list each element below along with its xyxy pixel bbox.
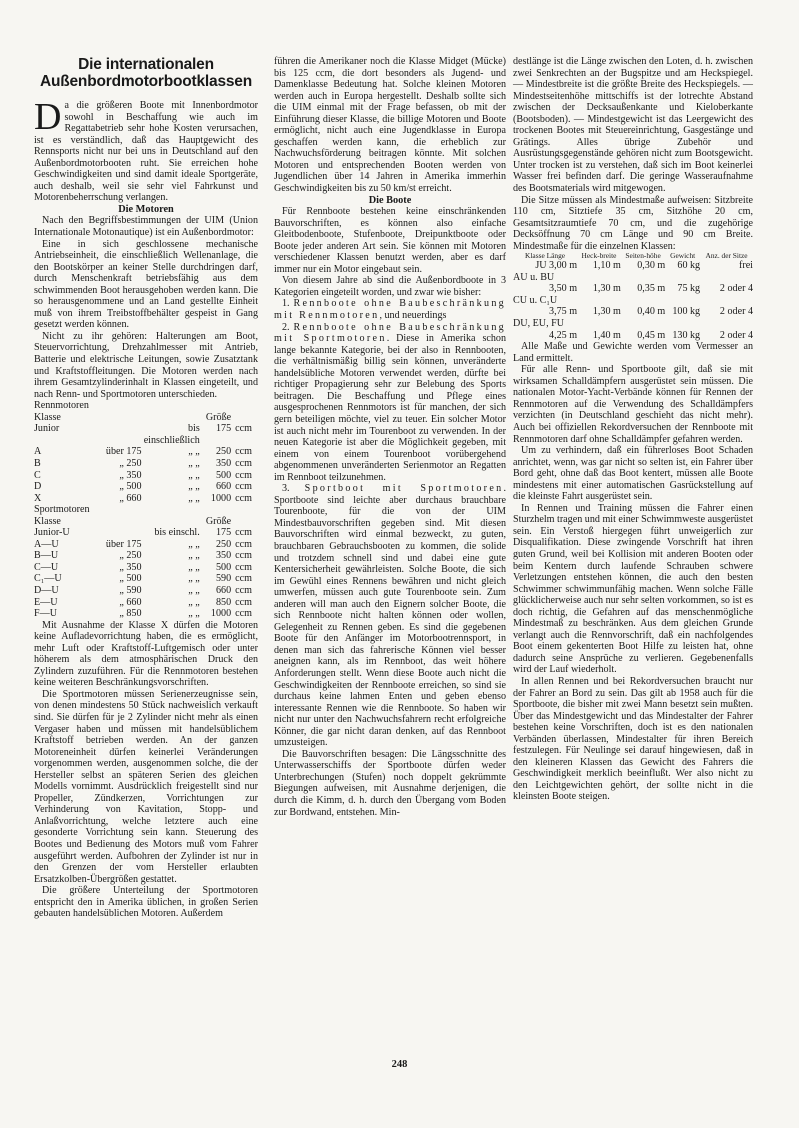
table-cell: „ 590 <box>119 584 142 596</box>
rennmotoren-heading: Rennmotoren <box>34 400 89 412</box>
table-cell: ccm <box>235 550 252 562</box>
paragraph: In allen Rennen und bei Rekordversuchen braucht nur der Fahrer an Bord zu sein. Das gilt ab 1958 auch für die Sportboote, die bisher mit zwei Mann besetzt sein mußten. Über das Mindestgewicht und das Mindestalter der Fahrer bestehen keine Vorschriften, doch ist es den nationalen Verbänden überlassen, Mindestalter für ihren Bereich festzulegen. Für Neulinge sei darauf hingewiesen, daß in den kleineren Klassen das Gewicht des Fahrers die Geschwindigkeit merklich beeinflußt. Wer also nicht zu den Leichtgewichten gehört, der sollte nicht in die kleinsten Boote steigen. <box>513 675 753 803</box>
table-cell: Klasse <box>34 411 61 423</box>
paragraph: führen die Amerikaner noch die Klasse Midget (Mücke) bis 125 ccm, die dort besonders als Jugend- und Damenklasse Bedeutung hat. Solche kleinen Motoren werden auch in Europa hergestellt. Deshalb sollte sich die UIM einmal mit der Frage befassen, ob mit der Einführung dieser Klasse, die billige Motoren und Boote ermöglicht, nicht auch eine Jugendklasse in Europa geschaffen werden kann, die erheblich zur Nachwuchsförderung beitragen könnte. Mit solchen Motoren und entsprechenden Booten werden von Jugendlichen über 14 Jahren in Amerika immerhin Geschwindigkeiten bis zu 50 km/st erreicht. <box>274 56 506 195</box>
table-cell: C <box>34 469 41 481</box>
sportmotoren-heading: Sportmotoren <box>34 504 90 516</box>
table-row <box>34 493 258 505</box>
table-row <box>513 283 753 295</box>
table-cell: ccm <box>235 596 252 608</box>
table-cell <box>231 412 258 424</box>
table-cell <box>97 516 142 528</box>
column-2 <box>274 56 506 818</box>
table-cell: ccm <box>235 492 252 504</box>
table-cell <box>142 412 200 424</box>
table-cell <box>97 412 142 424</box>
column-1 <box>34 56 258 920</box>
paragraph: Für alle Renn- und Sportboote gilt, daß sie mit wirksamen Schalldämpfern ausgerüstet sein müssen. Die nationalen Motor-Yacht-Verbände können für Rennen der Rennmotoren auf die Verwendung des Schalldämpfers verzichten (in Deutschland geschieht das nicht mehr). Auch bei offiziellen Rekordversuchen der Rennboote mit Rennmotoren darf ohne Schalldämpfer gefahren werden. <box>513 364 753 445</box>
table-cell: „ „ <box>188 446 200 458</box>
drop-cap: D <box>34 96 62 138</box>
table-cell: ccm <box>235 573 252 585</box>
table-row <box>34 573 258 585</box>
table-cell: 1,30 m <box>592 283 621 295</box>
table-row <box>34 423 258 446</box>
table-cell <box>665 318 700 330</box>
table-cell: 250 <box>215 538 232 550</box>
table-row <box>34 597 258 609</box>
table-cell: AU u. BU <box>513 271 555 283</box>
table-row <box>513 260 753 272</box>
table-cell <box>142 516 200 528</box>
table-cell: 850 <box>215 596 232 608</box>
table-cell: ccm <box>235 423 252 435</box>
table-cell: 175 <box>215 423 232 435</box>
table-cell: CU u. C₁U <box>513 294 558 306</box>
category-item-1: 1. Rennboote ohne Baubeschränkung mit Rennmotoren, und neuerdings <box>274 298 507 322</box>
table-cell: bis einschließlich <box>143 423 200 446</box>
intro-paragraph <box>34 96 258 204</box>
table-cell: 0,30 m <box>637 260 666 272</box>
paragraph: In Rennen und Training müssen die Fahrer einen Sturzhelm tragen und mit einer Schwimmweste ausgerüstet sein. Ein Verstoß hiergegen führt unweigerlich zur Disqualifikation. Diese zwingende Vorschrift hat ihren guten Grund, weil bei Kollision mit anderen Booten oder beim Kentern durch laufende Schrauben schwere Verletzungen entstehen können, die auch den besten Schwimmer schwimmunfähig machen. Wenn solche Fälle glücklicherweise auch nur sehr selten vorkommen, so ist es doch richtig, die Gefahren auf das menschenmögliche Mindestmaß zu beschränken. Aus dem gleichen Grunde verlangt auch die Rennvorschrift, daß ein nachfolgendes Boot einem gekenterten Boot Hilfe zu leisten hat, ohne dadurch seine Ansprüche zu verlieren. Gegebenenfalls wird der Lauf wiederholt. <box>513 502 753 676</box>
paragraph: Die Sitze müssen als Mindestmaße aufweisen: Sitzbreite 110 cm, Sitztiefe 35 cm, Sitzhöhe 20 cm, Gesamtsitzraumtiefe 70 cm, und die zugehörige Decksöffnung 70 cm Länge und 90 cm Breite. Mindestmaße für die einzelnen Klassen: <box>513 194 753 252</box>
category-item-3: 3. Sportboot mit Sportmotoren. Sportboote sind leichte aber durchaus brauchbare Tourenboote, für die von der UIM Mindestbauvorschriften gegeben sind. Mit diesen Bauvorschriften wird einmal bezweckt, zu guten, brauchbaren Gebrauchsbooten zu kommen, die solide und trotzdem schnell sind und dabei eine gute Kentersicherheit gewährleisten. Solche Boote, die sich im Gewühl eines Rennens bewähren und nicht gleich umwerfen, müssen auch gute Tourenboote sein. Zum anderen will man auch den Eignern solcher Boote, die sich Rennboote nicht halten können oder wollen, Gelegenheit zu Rennen geben. Es sind die gegebenen Boote für den Anfänger im Motorbootrennsport, in denen man sich das fahrerische Können viel besser aneignen kann, als im Rennboot, das weit höhere Anforderungen stellt. Wenn diese Boote auch nicht die Geschwindigkeiten der Rennboote erreichen, so sind sie durchaus keine lahmen Enten und geben ebenso interessante Rennen wie die Rennboote. So haben wir nicht nur unter den Nachwuchsfahrern recht erfolgreiche Könner, die gar nicht daran denken, auf das Rennboot umzusteigen. <box>274 483 506 749</box>
mindestmasse-table <box>513 252 753 341</box>
table-cell: 1000 <box>210 492 232 504</box>
table-cell: „ 250 <box>119 550 142 562</box>
table-cell: „ 350 <box>119 469 142 481</box>
paragraph: Um zu verhindern, daß ein führerloses Boot Schaden anrichtet, wenn, was gar nicht so selten ist, ein Fahrer über Bord geht, ohne daß das Boot kentert, müssen alle Boote mindestens mit einer automatischen Gasrückstellung auf die kleinste Fahrt ausgerüstet sein. <box>513 445 753 503</box>
table-cell: „ „ <box>188 469 200 481</box>
table-cell: 0,45 m <box>637 329 666 341</box>
table-cell: E—U <box>34 596 58 608</box>
table-cell: „ 660 <box>119 492 142 504</box>
table-cell: „ „ <box>188 584 200 596</box>
table-cell: 250 <box>215 446 232 458</box>
table-cell: Größe <box>205 411 232 423</box>
table-cell: „ „ <box>188 538 200 550</box>
table-cell: 590 <box>215 573 232 585</box>
table-row <box>513 272 753 284</box>
column-header: Anz. der Sitze <box>705 251 748 261</box>
table-row <box>34 527 258 539</box>
table-cell <box>621 318 665 330</box>
table-cell <box>577 272 621 284</box>
table-cell: ccm <box>235 457 252 469</box>
table-cell: A <box>34 446 42 458</box>
table-cell: ccm <box>235 481 252 493</box>
table-cell: 100 kg <box>672 306 701 318</box>
table-cell: 3,75 m <box>549 306 578 318</box>
table-cell: 130 kg <box>672 329 701 341</box>
table-cell: 660 <box>215 584 232 596</box>
table-row <box>513 306 753 318</box>
table-cell: C₁—U <box>34 573 62 585</box>
table-cell: Junior <box>34 423 60 435</box>
table-cell: „ 850 <box>119 608 142 620</box>
table-row <box>34 470 258 482</box>
table-cell: 4,25 m <box>549 329 578 341</box>
table-cell: „ 660 <box>119 596 142 608</box>
table-cell: „ 350 <box>119 561 142 573</box>
table-cell <box>97 527 142 539</box>
table-cell: B—U <box>34 550 59 562</box>
table-cell: D—U <box>34 584 59 596</box>
table-cell: Junior-U <box>34 527 70 539</box>
table-cell: 350 <box>215 550 232 562</box>
column-header: Gewicht <box>670 251 696 261</box>
table-cell: „ „ <box>188 573 200 585</box>
table-cell: C—U <box>34 561 59 573</box>
table-cell: „ 250 <box>119 457 142 469</box>
table-cell <box>700 318 753 330</box>
paragraph: Alle Maße und Gewichte werden vom Vermesser an Land ermittelt. <box>513 341 753 364</box>
table-cell: Klasse <box>34 515 61 527</box>
table-cell: ccm <box>235 561 252 573</box>
table-cell <box>700 295 753 307</box>
table-row <box>34 608 258 620</box>
category-name: Sportboot mit Sportmotoren <box>304 483 504 495</box>
table-cell: 1,40 m <box>592 329 621 341</box>
category-item-2: 2. Rennboote ohne Baubeschränkung mit Sportmotoren. Diese in Amerika schon lange bekannte Kategorie, bei der also in Rennbooten, die verhältnismäßig billig sein können, unveränderte handelsübliche Motoren verwendet werden, dürfte bei richtiger Propagierung sehr zur Belebung des Sports beitragen. Die Beschaffung und Pflege eines ausgesprochenen Rennmotors ist für manchen, der sich gern beteiligen möchte, viel zu teuer. Ein solcher Motor ist auch nicht mehr im Tourenboot zu verwenden. In der neuen Kategorie ist aber die Möglichkeit gegeben, mit einem von einem Tourenboot vorübergehend abgenommenen unveränderten Serienmotor an Regatten im Rennboot teilzunehmen. <box>274 321 507 483</box>
heading-boote: Die Boote <box>368 194 412 206</box>
table-cell: 0,35 m <box>637 283 666 295</box>
table-cell: 3,50 m <box>549 283 578 295</box>
table-cell: ccm <box>235 584 252 596</box>
table-row <box>513 330 753 342</box>
sportmotoren-table <box>34 516 258 620</box>
table-row <box>34 446 258 458</box>
table-cell: 660 <box>215 481 232 493</box>
table-cell: „ „ <box>188 481 200 493</box>
table-cell: 60 kg <box>677 260 701 272</box>
table-cell: frei <box>738 260 753 272</box>
table-cell: 2 oder 4 <box>719 306 753 318</box>
table-cell: 500 <box>215 561 232 573</box>
table-cell: A—U <box>34 538 59 550</box>
table-cell: 75 kg <box>677 283 701 295</box>
column-3 <box>513 56 753 803</box>
table-cell: 1,10 m <box>592 260 621 272</box>
table-row <box>34 550 258 562</box>
table-cell: 2 oder 4 <box>719 329 753 341</box>
intro-text: a die größeren Boote mit Innenbordmotor sowohl in Beschaffung wie auch im Regattabetrieb sehr hohe Kosten verursachen, ist es verständlich, daß das Hauptgewicht des Rennsports nicht nur bei uns in Deutschland auf den Außenbordmotorbooten ruht. Sie erreichen hohe Geschwindigkeiten und sind damit ideale Sportgeräte, auch deshalb, weil sie sehr viel Fahrkunst und Motorenbeherrschung verlangen. <box>34 100 258 204</box>
table-row <box>34 481 258 493</box>
table-cell: „ „ <box>188 457 200 469</box>
paragraph: Die Sportmotoren müssen Serienerzeugnisse sein, von denen mindestens 50 Stück nachweislich verkauft sind. Sie dürfen für je 2 Zylinder nicht mehr als einen Vergaser haben und müssen mit handelsüblichem Kraftstoff betrieben werden. An der ganzen Motoreneinheit dürfen keinerlei Veränderungen vorgenommen werden, ausgenommen solche, die der Hersteller selbst an späteren Serien des gleichen Modells vornimmt. Ausdrücklich freigestellt sind nur Propeller, Zündkerzen, Vorrichtungen zur Verhinderung von Kavitation, Stopp- und Anlaßvorrichtung, welche letztere auch eine gesonderte Vorrichtung sein kann. Steuerung des Bootes und Bedienung des Motors muß vom Fahrer ausgeführt werden. Aufbohren der Zylinder ist nur in den Grenzen der vom Hersteller erlaubten Ersatzkolben-Übergrößen gestattet. <box>34 688 258 885</box>
table-cell: „ 500 <box>119 481 142 493</box>
table-cell: F—U <box>34 608 57 620</box>
table-cell <box>665 295 700 307</box>
paragraph: Die größere Unterteilung der Sportmotoren entspricht den in Amerika üblichen, in großen Serien gebauten handelsüblichen Motoren. Außerdem <box>34 885 258 920</box>
table-row <box>513 295 753 307</box>
category-name: Rennboote ohne Baubeschränkung mit Sportmotoren <box>274 321 507 345</box>
heading-motoren: Die Motoren <box>118 203 174 215</box>
category-text: , und neuerdings <box>379 310 447 322</box>
table-row <box>34 458 258 470</box>
table-cell: bis einschl. <box>154 527 200 539</box>
table-cell: ccm <box>235 469 252 481</box>
table-cell <box>577 318 621 330</box>
table-cell: ccm <box>235 608 252 620</box>
table-cell: 350 <box>215 457 232 469</box>
table-cell <box>621 295 665 307</box>
table-cell: „ „ <box>188 550 200 562</box>
table-cell <box>700 272 753 284</box>
table-cell: „ „ <box>188 596 200 608</box>
column-header: Heck-breite <box>581 251 617 261</box>
page-number: 248 <box>391 1059 408 1070</box>
table-row <box>34 585 258 597</box>
table-cell: „ „ <box>188 561 200 573</box>
table-cell: ccm <box>235 446 252 458</box>
table-cell: JU 3,00 m <box>535 260 578 272</box>
paragraph: Eine in sich geschlossene mechanische Antriebseinheit, die einschließlich Wellenanlage, die den Bootskörper an keiner Stelle durchdringen darf, durch Menschenkraft betriebsfähig aus dem schwimmenden Boot herausgehoben werden kann. Die so herausgenommene und an Land gestellte Einheit muß von ihrem Treibstoffbehälter gespeist in Gang gesetzt werden können. <box>34 238 258 331</box>
table-cell: „ 500 <box>119 573 142 585</box>
table-row <box>34 516 258 528</box>
paragraph: Mit Ausnahme der Klasse X dürfen die Motoren keine Aufladevorrichtung haben, die es ermöglicht, mehr Luft oder Kraftstoff-Luftgemisch oder unter höherem als dem atmosphärischen Druck den Zylindern zuzuführen. Für die Rennmotoren bestehen keine weiteren Beschränkungsvorschriften. <box>34 619 258 689</box>
table-cell: 1,30 m <box>592 306 621 318</box>
table-cell: B <box>34 457 41 469</box>
article-title: Die internationalen Außenbordmotorbootklassen <box>39 56 252 90</box>
table-cell <box>231 516 258 528</box>
table-cell: 175 <box>215 527 232 539</box>
table-cell: „ „ <box>188 492 200 504</box>
rennmotoren-table <box>34 412 258 504</box>
table-row <box>34 562 258 574</box>
table-cell: DU, EU, FU <box>513 318 565 330</box>
table-cell: 1000 <box>210 608 232 620</box>
table-cell: „ „ <box>188 608 200 620</box>
table-row <box>34 412 258 424</box>
paragraph: Für Rennboote bestehen keine einschränkenden Bauvorschriften, es können also einfache Gleitbodenboote, Stufenboote, Dreipunktboote oder Boote jeder anderen Art sein. Sie können mit Motoren verschiedener Klassen benutzt werden, aber es darf immer nur ein Motor eingebaut sein. <box>274 206 506 275</box>
table-cell: D <box>34 481 42 493</box>
paragraph: Von diesem Jahre ab sind die Außenbordboote in 3 Kategorien eingeteilt worden, und zwar wie bisher: <box>274 275 506 298</box>
table-cell: 0,40 m <box>637 306 666 318</box>
paragraph: Die Bauvorschriften besagen: Die Längsschnitte des Unterwasserschiffs der Sportboote dürfen weder Unterbrechungen (Stufen) noch doppelt gekrümmte Biegungen aufweisen, mit Ausnahme derjenigen, die durch die Kimm, d. h. durch den Übergang vom Boden zur Bordwand, entstehen. Min- <box>274 748 506 818</box>
table-row <box>513 318 753 330</box>
table-cell: ccm <box>235 527 252 539</box>
table-cell <box>621 272 665 284</box>
paragraph: Nicht zu ihr gehören: Halterungen am Boot, Steuervorrichtung, Drehzahlmesser mit Antrieb, Batterie und elektrische Leitungen, sowie Zusatztank und Kraftstoffleitungen. Die Motoren werden nach ihrem Gesamtzylinderinhalt in Klassen eingeteilt, und nach Renn- und Sportmotoren unterschieden. <box>34 330 258 400</box>
table-cell: 2 oder 4 <box>719 283 753 295</box>
table-cell: über 175 <box>105 446 142 458</box>
paragraph: destlänge ist die Länge zwischen den Loten, d. h. zwischen zwei Senkrechten an der Bugspitze und am Heckspiegel. — Mindestbreite ist die größte Breite des Heckspiegels. — Mindestseitenhöhe mittschiffs ist der lotrechte Abstand zwischen der Decksaußenkante und Kieloberkante (Bootsboden). — Mindestgewicht ist das Leergewicht des trockenen Bootes mit Steuereinrichtung, Gasgestänge und Grätings. Alles übrige Zubehör und Ausrüstungsgegenstände gehören nicht zum Bootsgewicht. Unter trocken ist zu verstehen, daß sich im Boot keinerlei Wasser frei befinden darf. Die geringe Wasseraufnahme des Bootsmaterials wird mitgewogen. <box>513 56 753 195</box>
table-cell <box>665 272 700 284</box>
table-row <box>34 539 258 551</box>
table-cell <box>97 423 142 446</box>
table-cell: ccm <box>235 538 252 550</box>
category-text: . Sportboote sind leichte aber durchaus brauchbare Tourenboote, für die von der UIM Mindestbauvorschriften gegeben sind. Mit diesen Bauvorschriften wird einmal bezweckt, zu guten, brauchbaren Gebrauchsbooten zu kommen, die solide und trotzdem schnell sind und dabei eine gute Kentersicherheit gewährleisten. Solche Boote, die sich im Gewühl eines Rennens bewähren und nicht gleich umwerfen, müssen auch gute Tourenboote sein. Zum anderen will man auch den Eignern solcher Boote, die sich Rennboote nicht halten können oder wollen, Gelegenheit zu Rennen geben. Es sind die gegebenen Boote für den Anfänger im Motorbootrennsport, in denen man sich das fahrerische Können viel besser aneignen kann, als im Rennboot, das weit höhere Anforderungen stellt. Wenn diese Boote auch nicht die Geschwindigkeiten der Rennboote erreichen, so sind sie durchaus keine lahmen Enten und geben ebenso interessante Rennen wie die Rennboote. So haben wir nicht nur unter den Nachwuchsfahrern recht erfolgreiche Könner, die gar nicht daran denken, auf das Rennboot umzusteigen. <box>274 483 506 749</box>
table-cell: Größe <box>205 515 232 527</box>
table-cell: X <box>34 492 42 504</box>
paragraph: Nach den Begriffsbestimmungen der UIM (Union Internationale Motonautique) ist ein Außenbordmotor: <box>34 215 258 239</box>
table-header-row <box>513 252 753 260</box>
category-name: Rennboote ohne Baubeschränkung mit Rennmotoren <box>274 298 507 322</box>
category-text: . Diese in Amerika schon lange bekannte Kategorie, bei der also in Rennbooten, die verhältnismäßig billig sein können, unveränderte handelsübliche Motoren verwendet werden, dürfte bei richtiger Propagierung sehr zur Belebung des Sports beitragen. Die Beschaffung und Pflege eines ausgesprochenen Rennmotors ist für manchen, der sich gern beteiligen möchte, viel zu teuer. Ein solcher Motor ist auch nicht mehr im Tourenboot zu verwenden. In der neuen Kategorie ist aber die Möglichkeit gegeben, mit einem von einem Tourenboot vorübergehend abgenommenen unveränderten Serienmotor an Regatten im Rennboot teilzunehmen. <box>274 333 506 483</box>
column-header: Klasse Länge <box>525 251 566 261</box>
table-cell: über 175 <box>105 538 142 550</box>
table-cell <box>577 295 621 307</box>
column-header: Seiten-höhe <box>625 251 661 261</box>
table-cell: 500 <box>215 469 232 481</box>
